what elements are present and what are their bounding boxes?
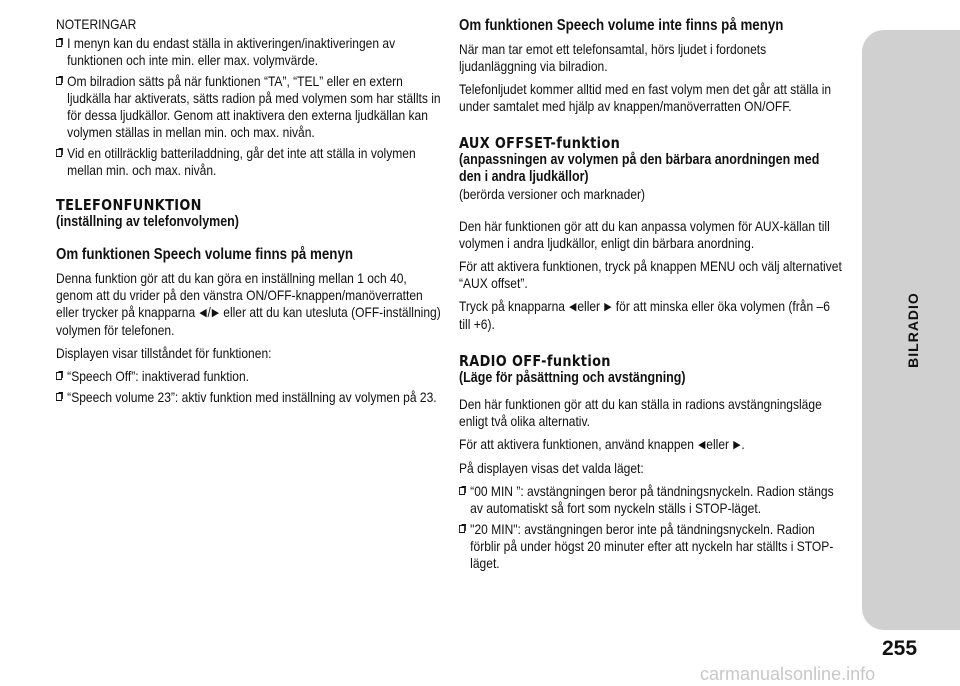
radio-item-text: “00 MIN ”: avstängningen beror på tändningsnyckeln. Radion stängs av automatiskt så fort som nyckeln ställs i STOP-läget.	[470, 483, 834, 516]
aux-title: AUX OFFSET-funktion	[459, 134, 621, 152]
no-speech-title: Om funktionen Speech volume inte finns på menyn	[459, 17, 784, 34]
right-column	[459, 16, 843, 576]
no-speech-paragraph-1: När man tar emot ett telefonsamtal, hörs ljudet i fordonets ljudanläggning via bilradion.	[459, 41, 767, 74]
speech-slash: /	[207, 304, 211, 320]
note-item	[56, 35, 443, 69]
radio-item-text: "20 MIN": avstängningen beror inte på tändningsnyckeln. Radion förblir på under högst 20 minuter efter att nyckeln har ställts i STOP-läget.	[470, 521, 834, 571]
radio-paragraph-1: Den här funktionen gör att du kan ställa in radions avstängningsläge enligt två olika alternativ.	[459, 396, 822, 429]
radio-item	[459, 521, 842, 572]
display-item-text: “Speech volume 23”: aktiv funktion med inställning av volymen på 23.	[67, 389, 437, 405]
radio-p2-end: .	[741, 436, 745, 452]
right-arrow-icon: ▶	[604, 301, 612, 313]
radio-paragraph-2	[459, 436, 842, 454]
note-text: Om bilradion sätts på när funktionen “TA”, “TEL” eller en extern ljudkälla har aktiverats, sätts radion på med volymen som har ställts in för dessa ljudkällor. Genom att inaktivera den externa ljudkällan kan volymen ställas in mellan min. och max. nivån.	[67, 73, 441, 140]
checkbox-bullet-icon	[459, 487, 465, 495]
aux-subtitle: (anpassningen av volymen på den bärbara anordningen med den i andra ljudkällor)	[459, 152, 820, 185]
left-arrow-icon: ◀	[199, 307, 207, 319]
checkbox-bullet-icon	[56, 149, 62, 157]
note-text: I menyn kan du endast ställa in aktiveringen/inaktiveringen av funktionen och inte min. eller max. volymvärde.	[67, 35, 396, 68]
radio-p2-start: För att aktivera funktionen, använd knappen	[459, 436, 694, 452]
radio-subtitle: (Läge för påsättning och avstängning)	[459, 370, 686, 386]
note-text: Vid en otillräcklig batteriladdning, går det inte att ställa in volymen mellan min. och max. nivån.	[67, 145, 416, 178]
left-arrow-icon: ◀	[698, 439, 706, 451]
radio-paragraph-3: På displayen visas det valda läget:	[459, 460, 644, 476]
section-tab-label: BILRADIO	[905, 292, 921, 368]
left-column	[56, 16, 444, 410]
radio-list	[459, 483, 842, 572]
display-item	[56, 368, 443, 385]
right-arrow-icon: ▶	[733, 439, 741, 451]
speech-paragraph	[56, 270, 443, 339]
right-column-content	[459, 16, 842, 572]
aux-paragraph-2: För att aktivera funktionen, tryck på knappen MENU och välj alternativet “AUX offset”.	[459, 258, 842, 291]
display-item	[56, 389, 443, 406]
radio-p2-or: eller	[706, 436, 730, 452]
display-list	[56, 368, 443, 406]
note-item	[56, 73, 443, 141]
display-item-text: “Speech Off”: inaktiverad funktion.	[67, 368, 250, 384]
left-column-content	[56, 16, 443, 406]
no-speech-paragraph-2: Telefonljudet kommer alltid med en fast volym men det går att ställa in under samtalet med hjälp av knappen/manöverratten ON/OFF.	[459, 81, 832, 114]
checkbox-bullet-icon	[56, 39, 62, 47]
note-item	[56, 145, 443, 179]
right-arrow-icon: ▶	[211, 307, 220, 319]
radio-item	[459, 483, 842, 517]
aux-paragraph-1: Den här funktionen gör att du kan anpassa volymen för AUX-källan till volymen i andra ljudkällor, enligt din bärbara anordning.	[459, 218, 830, 251]
aux-p3-or: eller	[577, 298, 601, 314]
tel-title: TELEFONFUNKTION	[56, 196, 202, 214]
notes-label: NOTERINGAR	[56, 16, 137, 32]
left-arrow-icon: ◀	[569, 301, 577, 313]
speech-text-1: Denna funktion gör att du kan göra en inställning mellan 1 och 40, genom att du vrider på den vänstra ON/OFF-knappen/manöverratten eller trycker på knapparna	[56, 270, 423, 320]
radio-title: RADIO OFF-funktion	[459, 352, 611, 370]
speech-title: Om funktionen Speech volume finns på menyn	[56, 246, 354, 263]
aux-p3-end: för att minska eller öka volymen (från –6 till +6).	[459, 298, 830, 332]
aux-note: (berörda versioner och marknader)	[459, 186, 646, 202]
checkbox-bullet-icon	[56, 77, 62, 85]
speech-text-2: eller att du kan utesluta (OFF-inställning) volymen för telefonen.	[56, 304, 441, 338]
page-number: 255	[882, 637, 918, 660]
checkbox-bullet-icon	[56, 393, 62, 401]
tel-subtitle: (inställning av telefonvolymen)	[56, 214, 239, 230]
display-text: Displayen visar tillståndet för funktionen:	[56, 345, 272, 361]
aux-paragraph-3	[459, 298, 842, 333]
watermark: carmanualsonline.info	[700, 664, 876, 684]
checkbox-bullet-icon	[459, 525, 465, 533]
checkbox-bullet-icon	[56, 372, 62, 380]
notes-list	[56, 35, 443, 179]
aux-p3-start: Tryck på knapparna	[459, 298, 565, 314]
